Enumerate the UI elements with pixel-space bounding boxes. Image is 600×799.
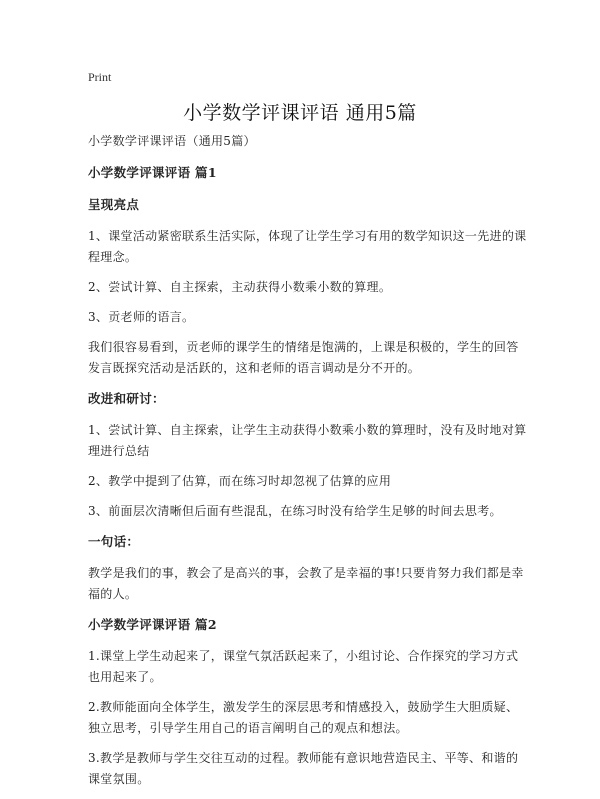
paragraph: 3.教学是教师与学生交往互动的过程。教师能有意识地营造民主、平等、和谐的课堂氛围。 bbox=[88, 751, 519, 786]
paragraph: 3、贡老师的语言。 bbox=[88, 310, 195, 324]
paragraph: 1、尝试计算、自主探索，让学生主动获得小数乘小数的算理时，没有及时地对算理进行总结 bbox=[88, 423, 527, 458]
paragraph: 1.课堂上学生动起来了，课堂气氛活跃起来了，小组讨论、合作探究的学习方式也用起来了。 bbox=[88, 649, 519, 684]
paragraph: 我们很容易看到，贡老师的课学生的情绪是饱满的，上课是积极的，学生的回答发言既探究活动是活跃的，这和老师的语言调动是分不开的。 bbox=[88, 340, 519, 375]
document-title: 小学数学评课评语 通用5篇 bbox=[183, 102, 417, 124]
paragraph: 2、尝试计算、自主探索，主动获得小数乘小数的算理。 bbox=[88, 280, 392, 294]
print-link[interactable]: Print bbox=[88, 70, 112, 84]
paragraph: 3、前面层次清晰但后面有些混乱，在练习时没有给学生足够的时间去思考。 bbox=[88, 504, 502, 518]
paragraph: 2、教学中提到了估算，而在练习时却忽视了估算的应用 bbox=[88, 474, 392, 488]
document-body bbox=[88, 131, 528, 799]
subheading-improvement: 改进和研讨： bbox=[88, 391, 165, 406]
document-subtitle: 小学数学评课评语（通用5篇） bbox=[88, 134, 256, 148]
paragraph: 1、课堂活动紧密联系生活实际，体现了让学生学习有用的数学知识这一先进的课程理念。 bbox=[88, 229, 527, 264]
paragraph: 教学是我们的事，教会了是高兴的事，会教了是幸福的事!只要肯努力我们都是幸福的人。 bbox=[88, 566, 524, 601]
subheading-one-sentence: 一句话： bbox=[88, 534, 140, 549]
subheading-highlights: 呈现亮点 bbox=[88, 197, 140, 212]
paragraph: 2.教师能面向全体学生，激发学生的深层思考和情感投入，鼓励学生大胆质疑、独立思考，引导学生用自己的语言阐明自己的观点和想法。 bbox=[88, 700, 519, 735]
section-heading-part2: 小学数学评课评语 篇2 bbox=[88, 617, 217, 632]
section-heading-part1: 小学数学评课评语 篇1 bbox=[88, 165, 217, 180]
